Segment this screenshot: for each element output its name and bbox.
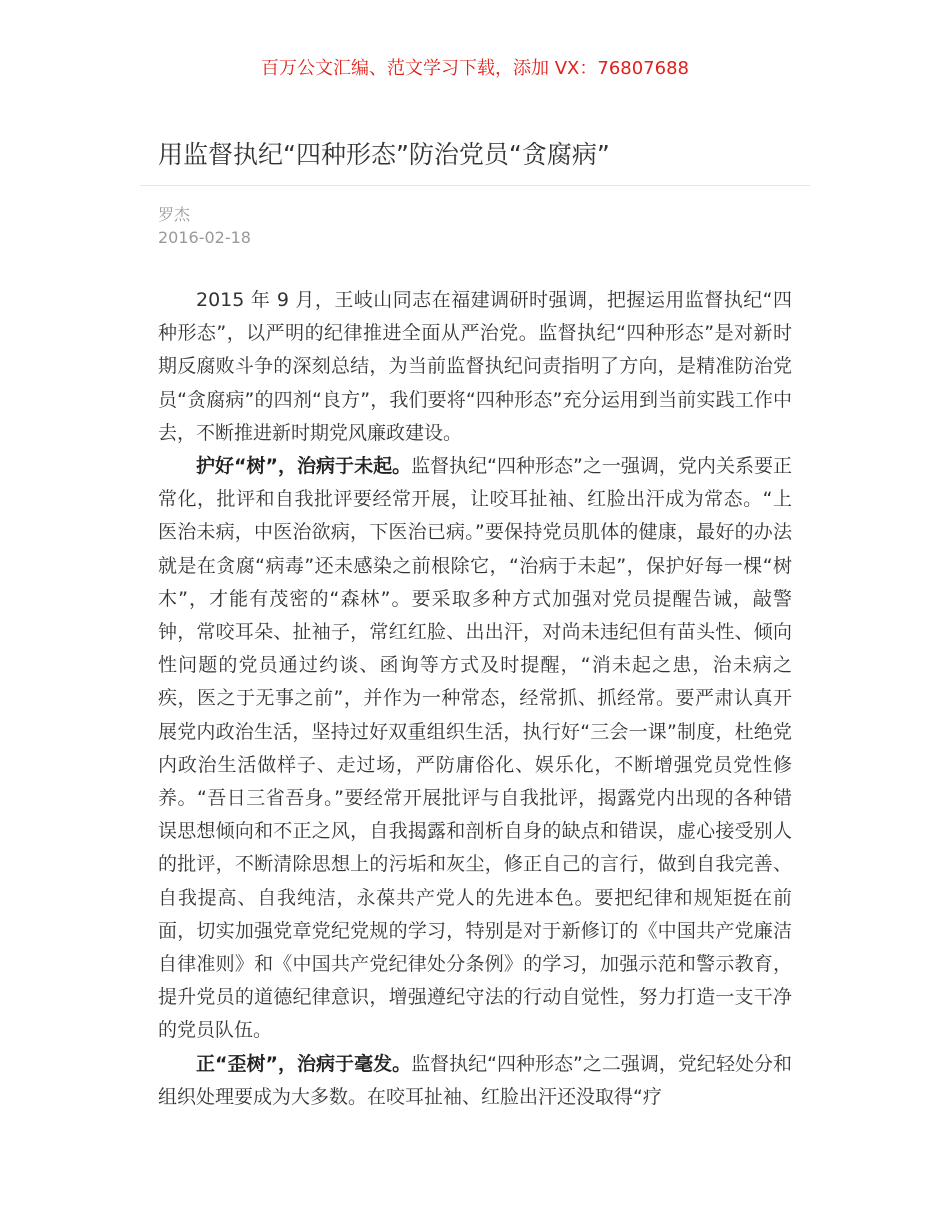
article-meta [158,203,251,249]
paragraph-lead: 正“歪树”，治病于毫发。 [196,1052,412,1075]
article-body [158,284,792,1114]
paragraph-text: 监督执纪“四种形态”之一强调，党内关系要正常化，批评和自我批评要经常开展，让咬耳扯袖、红脸出汗成为常态。“上医治未病，中医治欲病，下医治已病。”要保持党员肌体的健康，最好的办法就是在贪腐“病毒”还未感染之前根除它，“治病于未起”，保护好每一棵“树木”，才能有茂密的“森林”。要采取多种方式加强对党员提醒告诫，敲警钟，常咬耳朵、扯袖子，常红红脸、出出汗，对尚未违纪但有苗头性、倾向性问题的党员通过约谈、函询等方式及时提醒，“消未起之患，治未病之疾，医之于无事之前”，并作为一种常态，经常抓、抓经常。要严肃认真开展党内政治生活，坚持过好双重组织生活，执行好“三会一课”制度，杜绝党内政治生活做样子、走过场，严防庸俗化、娱乐化，不断增强党员党性修养。“吾日三省吾身。”要经常开展批评与自我批评，揭露党内出现的各种错误思想倾向和不正之风，自我揭露和剖析自身的缺点和错误，虚心接受别人的批评，不断清除思想上的污垢和灰尘，修正自己的言行，做到自我完善、自我提高、自我纯洁，永葆共产党人的先进本色。要把纪律和规矩挺在前面，切实加强党章党纪党规的学习，特别是对于新修订的《中国共产党廉洁自律准则》和《中国共产党纪律处分条例》的学习，加强示范和警示教育，提升党员的道德纪律意识，增强遵纪守法的行动自觉性，努力打造一支干净的党员队伍。 [158,455,792,1042]
article-author: 罗杰 [158,205,191,224]
paragraph-text: 2015 年 9 月，王岐山同志在福建调研时强调，把握运用监督执纪“四种形态”，以严明的纪律推进全面从严治党。监督执纪“四种形态”是对新时期反腐败斗争的深刻总结，为当前监督执纪问责指明了方向，是精准防治党员“贪腐病”的四剂“良方”，我们要将“四种形态”充分运用到当前实践工作中去，不断推进新时期党风廉政建设。 [158,289,792,444]
paragraph-lead: 护好“树”，治病于未起。 [196,455,412,478]
paragraph-second-form [158,1048,792,1114]
paragraph-text: 监督执纪“四种形态”之二强调，党纪轻处分和组织处理要成为大多数。在咬耳扯袖、红脸出汗还没取得“疗 [158,1052,792,1108]
article-date: 2016-02-18 [158,228,251,247]
article-title: 用监督执纪“四种形态”防治党员“贪腐病” [158,140,610,169]
paragraph-first-form [158,450,792,1048]
paragraph-intro [158,284,792,450]
promo-banner: 百万公文汇编、范文学习下载，添加 VX：76807688 [261,58,689,79]
title-divider [140,185,810,186]
